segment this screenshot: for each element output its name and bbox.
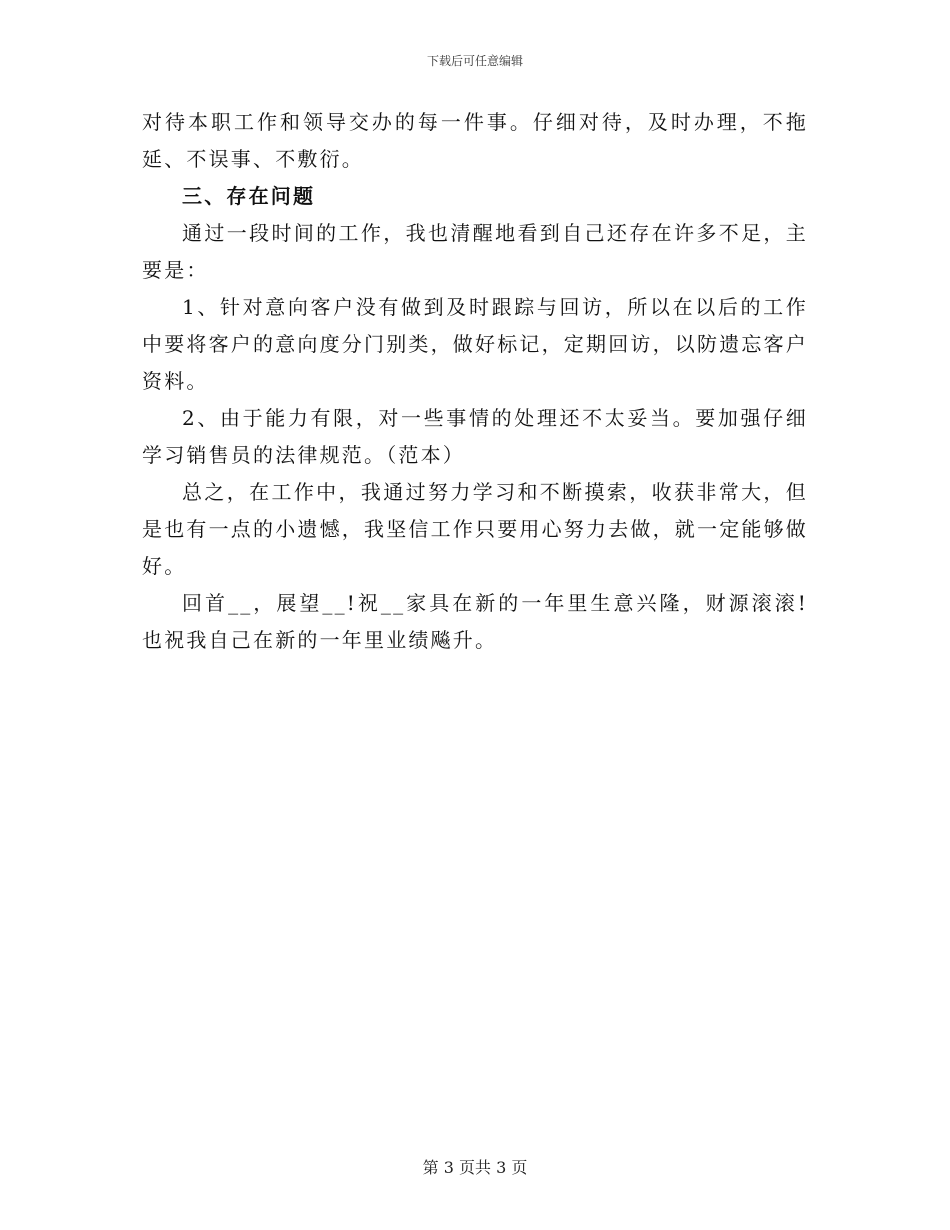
- page-footer: 第 3 页共 3 页: [422, 1158, 528, 1177]
- section-heading: 三、存在问题: [182, 184, 316, 208]
- paragraph-issue-2: 2、由于能力有限，对一些事情的处理还不太妥当。要加强仔细学习销售员的法律规范。（范本）: [142, 406, 808, 467]
- paragraph-closing: 回首__，展望__!祝__家具在新的一年里生意兴隆，财源滚滚!也祝我自己在新的一年里业绩飚升。: [142, 591, 808, 652]
- paragraph-continuation: 对待本职工作和领导交办的每一件事。仔细对待，及时办理，不拖延、不误事、不敷衍。: [142, 110, 808, 171]
- page-header: 下载后可任意编辑: [426, 54, 523, 68]
- paragraph-intro: 通过一段时间的工作，我也清醒地看到自己还存在许多不足，主要是：: [142, 221, 808, 282]
- paragraph-issue-1: 1、针对意向客户没有做到及时跟踪与回访，所以在以后的工作中要将客户的意向度分门别类，做好标记，定期回访，以防遗忘客户资料。: [142, 295, 808, 393]
- paragraph-summary: 总之，在工作中，我通过努力学习和不断摸索，收获非常大，但是也有一点的小遗憾，我坚信工作只要用心努力去做，就一定能够做好。: [142, 480, 808, 578]
- document-body: [142, 104, 808, 659]
